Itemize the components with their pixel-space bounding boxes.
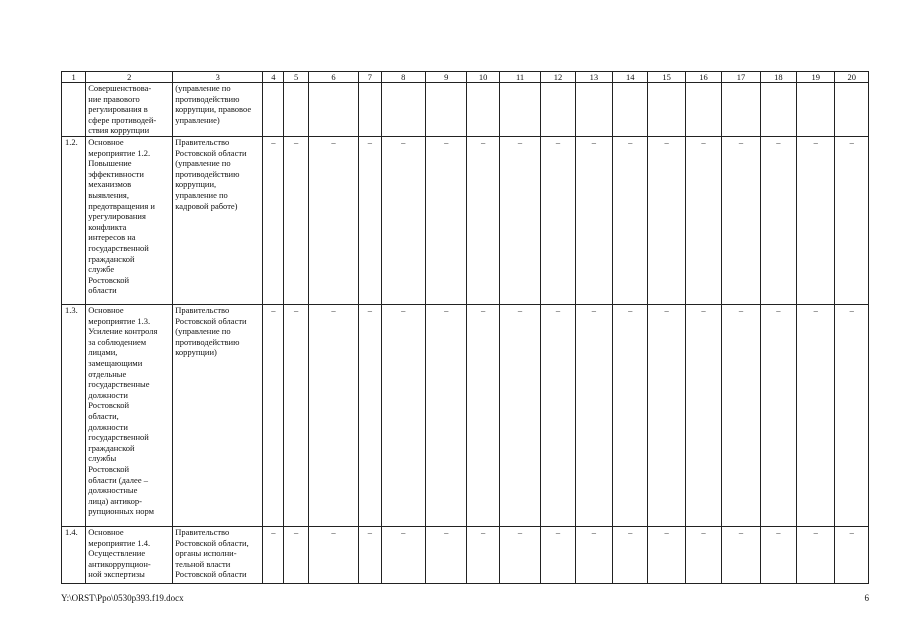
value-cell: – xyxy=(359,527,381,584)
value-cell: – xyxy=(760,137,796,305)
value-cell xyxy=(835,83,869,137)
executor: Правительство Ростовской области (управление по противодействию коррупции, управление по кадровой работе) xyxy=(173,137,263,305)
column-header: 18 xyxy=(760,72,796,83)
value-cell: – xyxy=(284,527,308,584)
value-cell: – xyxy=(426,527,467,584)
column-header: 9 xyxy=(426,72,467,83)
value-cell: – xyxy=(760,305,796,527)
value-cell: – xyxy=(685,137,721,305)
value-cell xyxy=(308,83,359,137)
executor: (управление по противодействию коррупции, правовое управление) xyxy=(173,83,263,137)
row-number xyxy=(62,83,86,137)
column-header: 17 xyxy=(722,72,760,83)
value-cell: – xyxy=(426,305,467,527)
value-cell: – xyxy=(835,527,869,584)
value-cell: – xyxy=(308,305,359,527)
value-cell xyxy=(426,83,467,137)
column-header: 14 xyxy=(613,72,648,83)
value-cell xyxy=(541,83,575,137)
value-cell: – xyxy=(263,137,284,305)
value-cell: – xyxy=(467,137,499,305)
column-header: 11 xyxy=(499,72,540,83)
column-header: 7 xyxy=(359,72,381,83)
column-header: 3 xyxy=(173,72,263,83)
value-cell: – xyxy=(685,305,721,527)
column-number-header-row xyxy=(62,72,869,83)
value-cell: – xyxy=(797,305,835,527)
value-cell: – xyxy=(541,305,575,527)
value-cell: – xyxy=(284,305,308,527)
column-header: 8 xyxy=(381,72,425,83)
value-cell: – xyxy=(308,527,359,584)
value-cell xyxy=(467,83,499,137)
column-header: 12 xyxy=(541,72,575,83)
value-cell: – xyxy=(648,527,685,584)
column-header: 16 xyxy=(685,72,721,83)
value-cell xyxy=(359,83,381,137)
value-cell xyxy=(760,83,796,137)
value-cell xyxy=(284,83,308,137)
table-body xyxy=(62,72,869,584)
value-cell: – xyxy=(575,305,612,527)
table-row xyxy=(62,305,869,527)
value-cell: – xyxy=(835,137,869,305)
table-row xyxy=(62,527,869,584)
value-cell: – xyxy=(284,137,308,305)
value-cell: – xyxy=(722,305,760,527)
value-cell: – xyxy=(499,137,540,305)
value-cell xyxy=(722,83,760,137)
column-header: 19 xyxy=(797,72,835,83)
value-cell: – xyxy=(835,305,869,527)
value-cell: – xyxy=(308,137,359,305)
executor: Правительство Ростовской области, органы исполни- тельной власти Ростовской области xyxy=(173,527,263,584)
value-cell: – xyxy=(467,527,499,584)
value-cell xyxy=(648,83,685,137)
value-cell xyxy=(263,83,284,137)
activity-title: Основное мероприятие 1.3. Усиление контроля за соблюдением лицами, замещающими отдельные государственные должности Ростовской области, должности государственной гражданской службы Ростовской области (далее – должностные лица) антикор- рупционных норм xyxy=(86,305,173,527)
value-cell: – xyxy=(426,137,467,305)
value-cell xyxy=(613,83,648,137)
activity-title: Совершенствова- ние правового регулирования в сфере противодей- ствия коррупции xyxy=(86,83,173,137)
row-number: 1.4. xyxy=(62,527,86,584)
value-cell: – xyxy=(359,305,381,527)
executor: Правительство Ростовской области (управление по противодействию коррупции) xyxy=(173,305,263,527)
column-header: 15 xyxy=(648,72,685,83)
value-cell xyxy=(499,83,540,137)
value-cell: – xyxy=(575,137,612,305)
value-cell: – xyxy=(575,527,612,584)
value-cell xyxy=(797,83,835,137)
value-cell: – xyxy=(541,137,575,305)
column-header: 10 xyxy=(467,72,499,83)
column-header: 13 xyxy=(575,72,612,83)
row-number: 1.2. xyxy=(62,137,86,305)
value-cell: – xyxy=(613,137,648,305)
column-header: 4 xyxy=(263,72,284,83)
value-cell xyxy=(685,83,721,137)
row-number: 1.3. xyxy=(62,305,86,527)
table-row xyxy=(62,83,869,137)
file-path: Y:\ORST\Ppo\0530p393.f19.docx xyxy=(61,593,184,603)
activity-title: Основное мероприятие 1.2. Повышение эффективности механизмов выявления, предотвращения и урегулирования конфликта интересов на государственной гражданской службе Ростовской области xyxy=(86,137,173,305)
value-cell: – xyxy=(613,305,648,527)
value-cell xyxy=(575,83,612,137)
value-cell xyxy=(381,83,425,137)
page-number: 6 xyxy=(864,593,869,603)
value-cell: – xyxy=(467,305,499,527)
value-cell: – xyxy=(263,527,284,584)
value-cell: – xyxy=(685,527,721,584)
value-cell: – xyxy=(499,527,540,584)
column-header: 1 xyxy=(62,72,86,83)
value-cell: – xyxy=(263,305,284,527)
column-header: 5 xyxy=(284,72,308,83)
value-cell: – xyxy=(359,137,381,305)
value-cell: – xyxy=(499,305,540,527)
table-row xyxy=(62,137,869,305)
value-cell: – xyxy=(381,305,425,527)
value-cell: – xyxy=(797,527,835,584)
activity-title: Основное мероприятие 1.4. Осуществление антикоррупцион- ной экспертизы xyxy=(86,527,173,584)
value-cell: – xyxy=(648,137,685,305)
value-cell: – xyxy=(722,527,760,584)
value-cell: – xyxy=(541,527,575,584)
value-cell: – xyxy=(613,527,648,584)
program-table xyxy=(61,71,869,584)
column-header: 6 xyxy=(308,72,359,83)
column-header: 2 xyxy=(86,72,173,83)
value-cell: – xyxy=(722,137,760,305)
value-cell: – xyxy=(797,137,835,305)
column-header: 20 xyxy=(835,72,869,83)
value-cell: – xyxy=(648,305,685,527)
value-cell: – xyxy=(381,527,425,584)
value-cell: – xyxy=(381,137,425,305)
value-cell: – xyxy=(760,527,796,584)
